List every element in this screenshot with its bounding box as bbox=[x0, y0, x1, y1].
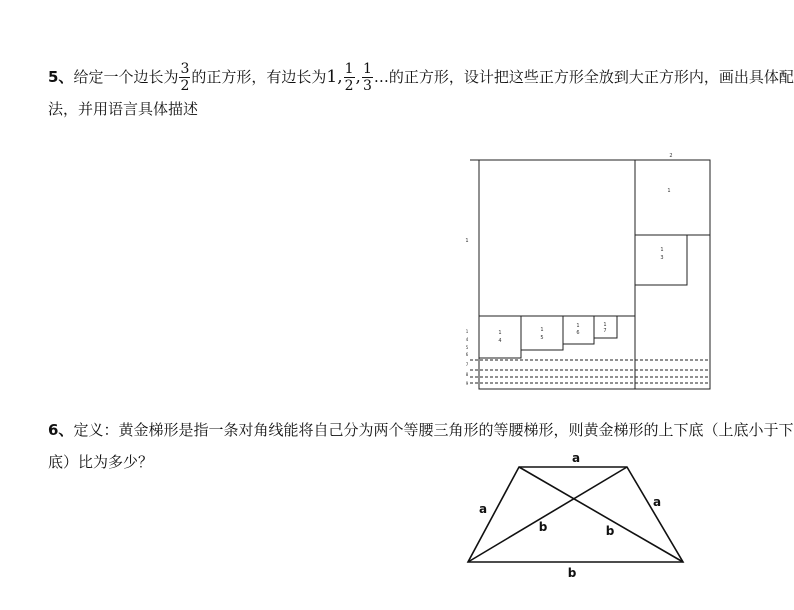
label-seventh-d: 7 bbox=[603, 328, 607, 334]
fraction-numerator: 1 bbox=[344, 60, 354, 77]
diagonal-left bbox=[468, 467, 627, 562]
question-6-text-1: 定义：黄金梯形是指一条对角线能将自己分为两个等腰三角形的等腰梯形，则黄金梯形的上下底（上底小于下 bbox=[73, 421, 794, 439]
label-right-side: a bbox=[652, 495, 662, 509]
question-5-text-2: 的正方形，有边长为 bbox=[191, 68, 327, 86]
label-left-side: a bbox=[478, 502, 488, 516]
ellipsis: … bbox=[373, 68, 389, 86]
label-right-top: 1 bbox=[667, 188, 671, 194]
label-diagonal-left: b bbox=[538, 520, 548, 534]
label-quarter-n: 1 bbox=[498, 330, 502, 336]
question-6-number: 6、 bbox=[48, 421, 74, 439]
label-fifth-d: 5 bbox=[540, 335, 544, 341]
side-tick-label: 8 bbox=[465, 372, 469, 377]
fraction-denominator: 3 bbox=[362, 77, 372, 94]
question-6-line-2: 底）比为多少？ bbox=[48, 453, 154, 471]
side-tick-label: 4 bbox=[465, 337, 469, 342]
label-bottom-side: b bbox=[567, 566, 577, 580]
question-5-text-1: 给定一个边长为 bbox=[73, 68, 179, 86]
label-sixth-n: 1 bbox=[576, 323, 580, 329]
side-tick-label: 6 bbox=[465, 352, 469, 357]
fraction-denominator: 2 bbox=[180, 77, 190, 94]
label-seventh-n: 1 bbox=[603, 322, 607, 328]
label-left: 1 bbox=[465, 238, 469, 244]
question-5-text-3: 的正方形，设计把这些正方形全放到大正方形内，画出具体配 bbox=[388, 68, 794, 86]
side-tick-label: 1 bbox=[465, 329, 469, 334]
comma: , bbox=[355, 67, 361, 87]
fraction-denominator: 2 bbox=[344, 77, 354, 94]
side-tick-label: 7 bbox=[465, 362, 469, 367]
label-top: 2 bbox=[669, 153, 673, 159]
label-fifth-n: 1 bbox=[540, 327, 544, 333]
side-tick-label: 5 bbox=[465, 345, 469, 350]
label-diagonal-right: b bbox=[605, 524, 615, 538]
label-right-mid-d: 3 bbox=[660, 255, 664, 261]
fraction-numerator: 1 bbox=[362, 60, 372, 77]
trapezoid-outline bbox=[468, 467, 683, 562]
fraction-numerator: 3 bbox=[180, 60, 190, 77]
question-5-number: 5、 bbox=[48, 68, 74, 86]
label-top-side: a bbox=[571, 451, 581, 465]
label-right-mid-n: 1 bbox=[660, 247, 664, 253]
question-5-line-2: 法，并用语言具体描述 bbox=[48, 100, 199, 118]
label-quarter-d: 4 bbox=[498, 338, 502, 344]
side-tick-label: 9 bbox=[465, 381, 469, 386]
diagonal-right bbox=[519, 467, 683, 562]
integer-one: 1, bbox=[326, 67, 343, 87]
label-sixth-d: 6 bbox=[576, 330, 580, 336]
